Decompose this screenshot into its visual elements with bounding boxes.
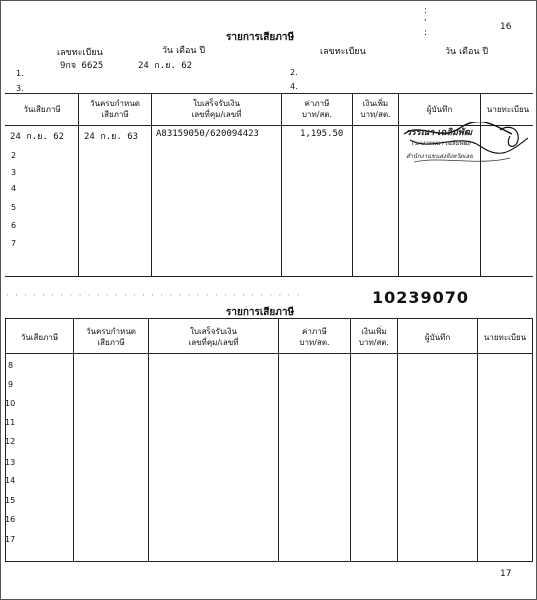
row1-tax-date: 24 ก.ย. 62 (10, 132, 65, 142)
item-1: 1. (16, 69, 24, 78)
item-2: 2. (290, 68, 298, 77)
plate-number: 9กจ 6625 (60, 61, 104, 71)
row-number: 13 (5, 458, 16, 467)
row-number: 8 (8, 361, 14, 370)
header-tax-date: วันเสียภาษี (20, 333, 59, 342)
header-recorder: ผู้บันทึก (426, 105, 453, 114)
page-number-top: 16 (500, 22, 512, 32)
signature-name: วรรณา เฉลิมพัฒ (406, 128, 472, 138)
registration-title: รายการเสียภาษี (226, 32, 295, 43)
serial-number: 10239070 (372, 288, 470, 307)
right-date-label: วัน เดือน ปี (445, 47, 489, 57)
page-number-bottom: 17 (500, 569, 512, 579)
row-number: 16 (5, 515, 16, 524)
page-mark: ' (424, 18, 427, 28)
header-surcharge: เงินเพิ่ม บาท/สต. (358, 327, 390, 347)
signature-office: สำนักงานขนส่งจังหวัดเลย (406, 153, 473, 160)
page-mark: : (424, 28, 428, 38)
header-receipt: ใบเสร็จรับเงิน เลขที่คุม/เลขที่ (188, 327, 239, 347)
row1-receipt: A83159050/620094423 (156, 129, 259, 139)
left-reg-label: เลขทะเบียน (57, 48, 103, 58)
header-due-date: วันครบกำหนด เสียภาษี (90, 99, 140, 119)
item-3: 3. (16, 84, 24, 93)
header-registrar: นายทะเบียน (483, 333, 527, 342)
header-tax: ค่าภาษี บาท/สต. (299, 327, 330, 347)
header-receipt: ใบเสร็จรับเงิน เลขที่คุม/เลขที่ (191, 99, 242, 119)
row-number: 17 (5, 535, 16, 544)
header-registrar: นายทะเบียน (486, 105, 530, 114)
right-reg-label: เลขทะเบียน (320, 47, 366, 57)
row-number: 15 (5, 496, 16, 505)
row-number: 6 (11, 221, 17, 230)
registration-date: 24 ก.ย. 62 (138, 61, 193, 71)
header-due-date: วันครบกำหนด เสียภาษี (86, 327, 136, 347)
row-number: 12 (5, 437, 16, 446)
header-tax: ค่าภาษี บาท/สต. (301, 99, 333, 119)
row-number: 7 (11, 239, 17, 248)
row1-tax: 1,195.50 (300, 129, 344, 139)
row-number: 9 (8, 380, 14, 389)
row-number: 10 (5, 399, 16, 408)
header-surcharge: เงินเพิ่ม บาท/สต. (360, 99, 391, 119)
signature-name-printed: (นางวรรณา เฉลิมพัฒ) (412, 140, 471, 147)
tax-record-title: รายการเสียภาษี (226, 307, 295, 318)
row-number: 4 (11, 184, 17, 193)
item-4: 4. (290, 82, 298, 91)
row-number: 5 (11, 203, 17, 212)
header-tax-date: วันเสียภาษี (23, 105, 61, 114)
left-date-label: วัน เดือน ปี (162, 46, 206, 56)
row-number: 11 (5, 418, 16, 427)
header-recorder: ผู้บันทึก (424, 333, 451, 342)
row-number: 3 (11, 168, 17, 177)
page-mark: : (424, 6, 428, 16)
row-number: 2 (11, 151, 17, 160)
row1-due-date: 24 ก.ย. 63 (84, 132, 139, 142)
tear-dots: · · · · · · · · · · · · · · · · · · · · · · · · · · · · · · · · · (6, 291, 302, 300)
row-number: 14 (5, 476, 16, 485)
